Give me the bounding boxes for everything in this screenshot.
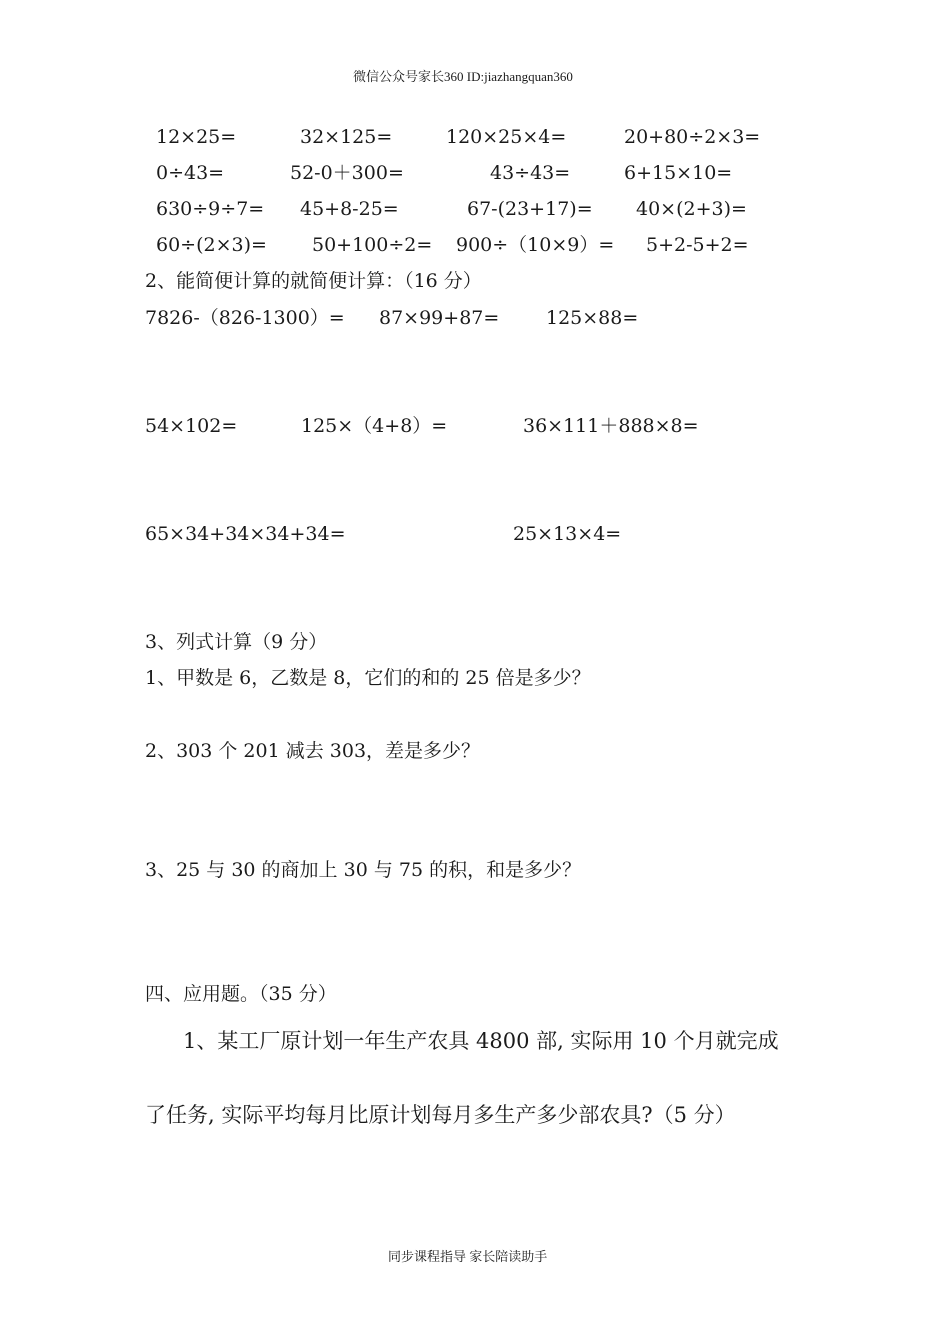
simplify-item: 54×102= (145, 415, 238, 437)
section-4-title: 四、应用题。（35 分） (145, 983, 337, 1005)
calc-item: 67-(23+17)= (467, 198, 593, 220)
calc-item: 60÷(2×3)= (156, 234, 267, 256)
word-problem: 2、303 个 201 减去 303，差是多少？ (145, 740, 481, 762)
section-2-title: 2、能简便计算的就简便计算：（16 分） (145, 270, 482, 292)
application-problem-line: 了任务, 实际平均每月比原计划每月多生产多少部农具?（5 分） (145, 1103, 736, 1127)
calc-item: 120×25×4= (446, 126, 567, 148)
word-problem: 3、25 与 30 的商加上 30 与 75 的积，和是多少？ (145, 859, 582, 881)
simplify-item: 125×（4+8）= (301, 415, 448, 437)
simplify-item: 7826-（826-1300）= (145, 307, 345, 329)
calc-item: 45+8-25= (300, 198, 399, 220)
calc-item: 630÷9÷7= (156, 198, 265, 220)
application-problem-line: 1、某工厂原计划一年生产农具 4800 部, 实际用 10 个月就完成 (183, 1029, 779, 1053)
calc-item: 0÷43= (156, 162, 225, 184)
calc-item: 32×125= (300, 126, 393, 148)
calc-item: 6+15×10= (624, 162, 733, 184)
page-header: 微信公众号家长360 ID:jiazhangquan360 (353, 69, 573, 84)
calc-item: 20+80÷2×3= (624, 126, 761, 148)
calc-item: 40×(2+3)= (636, 198, 747, 220)
page-footer: 同步课程指导 家长陪读助手 (388, 1249, 548, 1264)
simplify-item: 65×34+34×34+34= (145, 523, 346, 545)
calc-item: 43÷43= (490, 162, 571, 184)
simplify-item: 25×13×4= (513, 523, 622, 545)
calc-item: 5+2-5+2= (646, 234, 749, 256)
calc-item: 50+100÷2= (312, 234, 433, 256)
calc-item: 900÷（10×9）= (456, 234, 615, 256)
word-problem: 1、甲数是 6，乙数是 8，它们的和的 25 倍是多少？ (145, 667, 591, 689)
calc-item: 12×25= (156, 126, 237, 148)
simplify-item: 87×99+87= (379, 307, 500, 329)
section-3-title: 3、列式计算（9 分） (145, 631, 328, 653)
calc-item: 52-0＋300= (290, 162, 404, 184)
simplify-item: 36×111＋888×8= (523, 415, 699, 437)
simplify-item: 125×88= (546, 307, 639, 329)
